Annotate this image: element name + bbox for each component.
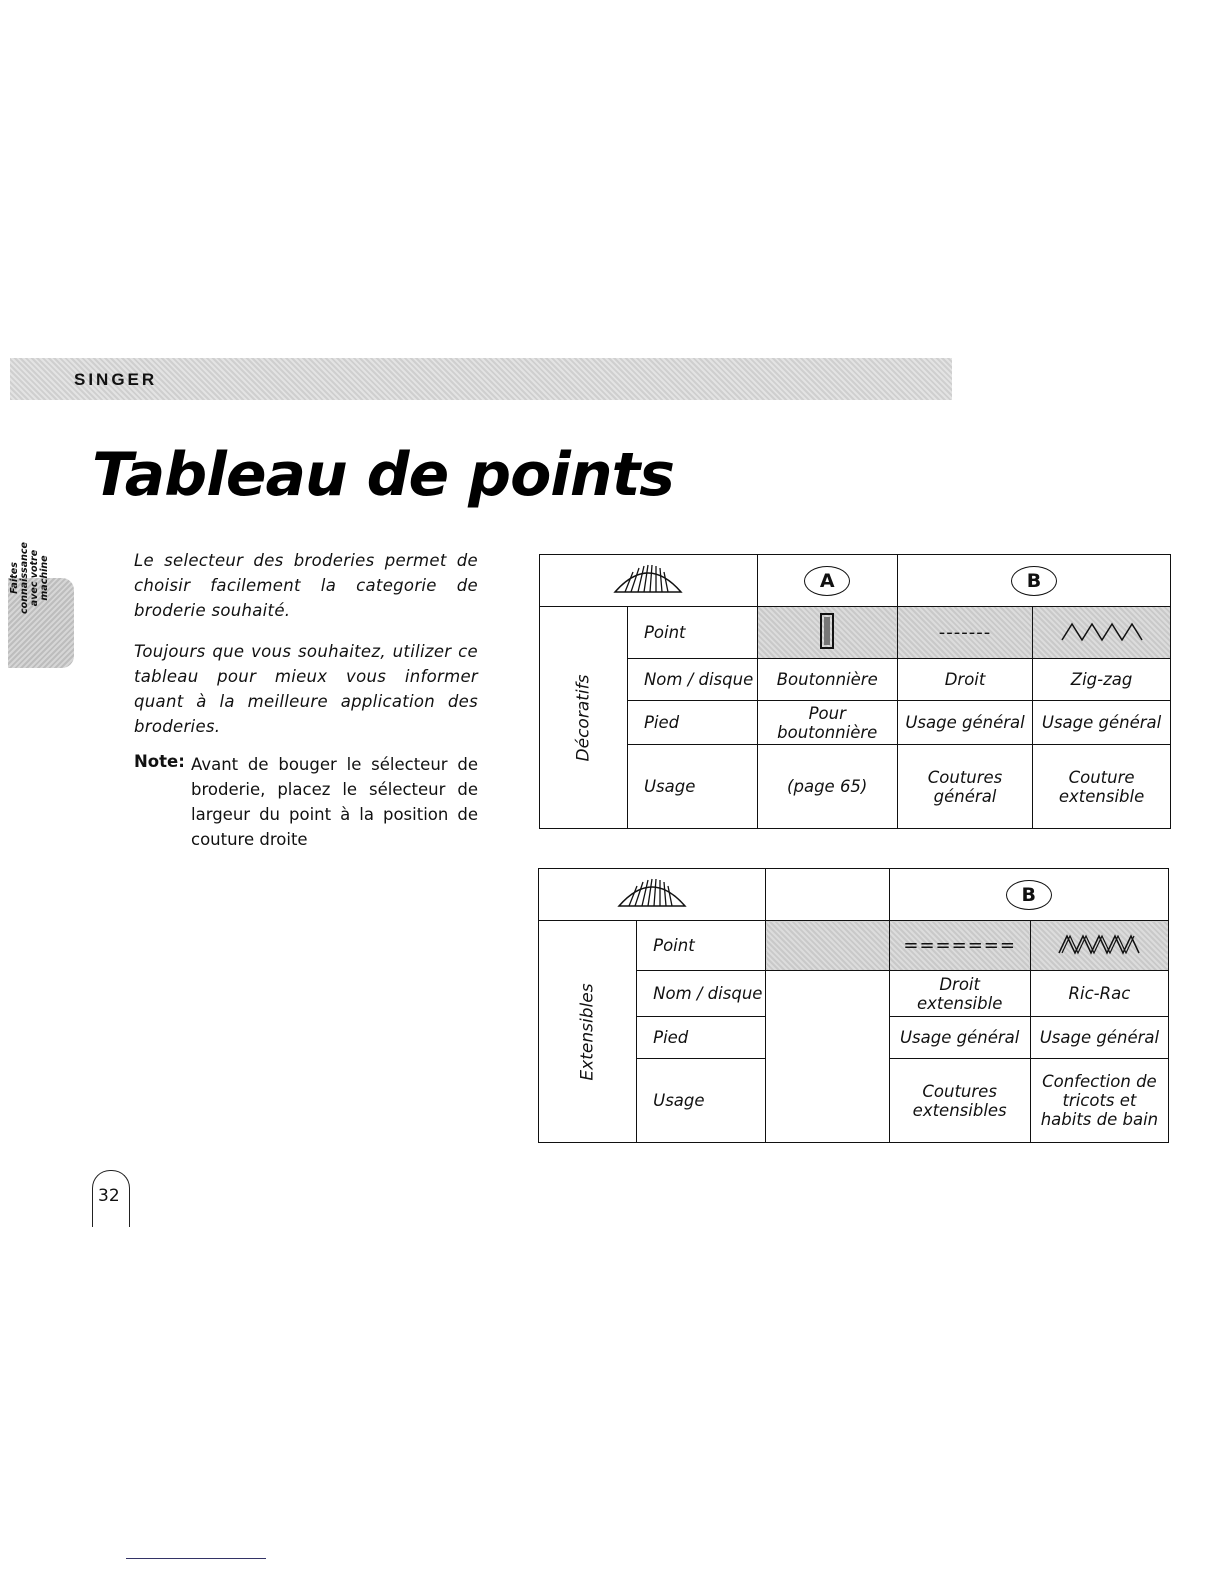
- point-ricrac: [1030, 921, 1168, 971]
- row-label: Usage: [637, 1059, 766, 1143]
- intro-paragraph: Toujours que vous souhaitez, utilizer ce tableau pour mieux vous informer quant à la meilleure application des broderies.: [134, 642, 478, 736]
- straight-stitch-icon: -------: [938, 622, 992, 643]
- cell: [889, 971, 1030, 1017]
- stitch-table-extensibles: [538, 868, 1169, 1143]
- zigzag-stitch-icon: [1060, 620, 1144, 642]
- row-label: Pied: [627, 701, 757, 745]
- row-label: Point: [637, 921, 766, 971]
- cell-line: Droit: [939, 974, 980, 994]
- cell: (page 65): [757, 745, 897, 829]
- cell: Usage général: [1030, 1017, 1168, 1059]
- category-label: Décoratifs: [573, 674, 594, 761]
- embroidery-selector-icon: [615, 876, 689, 910]
- footer-rule: [126, 1558, 266, 1559]
- buttonhole-stitch-icon: [818, 612, 836, 650]
- row-label: Usage: [627, 745, 757, 829]
- cell: [1033, 745, 1171, 829]
- page-number: 32: [98, 1186, 120, 1206]
- point-buttonhole: [757, 607, 897, 659]
- category-cell: [539, 921, 637, 1143]
- cell: Usage général: [1033, 701, 1171, 745]
- tab-line: Faites: [9, 562, 20, 594]
- ricrac-stitch-icon: [1057, 933, 1141, 955]
- cell: [889, 1059, 1030, 1143]
- column-b-header: B: [889, 869, 1169, 921]
- note-label: Note:: [134, 752, 185, 771]
- triple-straight-stitch-icon: =======: [903, 935, 1016, 956]
- row-label: Point: [627, 607, 757, 659]
- cell-line: général: [933, 786, 997, 806]
- cell: Ric-Rac: [1030, 971, 1168, 1017]
- cell-line: extensible: [1058, 786, 1145, 806]
- cell: Boutonnière: [757, 659, 897, 701]
- empty-column-a: [766, 971, 889, 1143]
- category-cell: [540, 607, 628, 829]
- intro-paragraph: Le selecteur des broderies permet de choisir facilement la categorie de broderie souhaité.: [134, 551, 478, 620]
- cell-line: Confection de: [1042, 1072, 1157, 1091]
- brand-logo: SINGER: [74, 370, 158, 389]
- cell-line: Coutures: [927, 767, 1003, 787]
- cell-line: habits de bain: [1040, 1110, 1159, 1129]
- point-zigzag: [1033, 607, 1171, 659]
- tab-line: avec votre: [29, 549, 40, 607]
- cell: [897, 745, 1032, 829]
- embroidery-selector-icon: [611, 562, 685, 596]
- section-tab: [8, 542, 74, 668]
- tab-line: machine: [39, 555, 50, 601]
- row-label: Pied: [637, 1017, 766, 1059]
- point-empty: [766, 921, 889, 971]
- cell-line: extensible: [916, 993, 1003, 1013]
- point-droit: [897, 607, 1032, 659]
- selector-cell: [539, 869, 766, 921]
- selector-cell: [540, 555, 758, 607]
- row-label: Nom / disque: [627, 659, 757, 701]
- cell: Zig-zag: [1033, 659, 1171, 701]
- cell: Usage général: [897, 701, 1032, 745]
- cell: Usage général: [889, 1017, 1030, 1059]
- category-label: Extensibles: [577, 982, 598, 1081]
- column-a-header: A: [757, 555, 897, 607]
- cell: Droit: [897, 659, 1032, 701]
- column-b-header: B: [897, 555, 1170, 607]
- point-droit-extensible: [889, 921, 1030, 971]
- tab-line: connaissance: [19, 542, 30, 614]
- cell: [1030, 1059, 1168, 1143]
- cell-line: Coutures: [922, 1081, 997, 1101]
- cell-line: Couture: [1068, 767, 1135, 787]
- cell: Pour boutonnière: [757, 701, 897, 745]
- row-label: Nom / disque: [637, 971, 766, 1017]
- note-text: Avant de bouger le sélecteur de broderie, placez le sélecteur de largeur du point à la position de couture droite: [191, 755, 478, 849]
- stitch-table-decoratifs: [539, 554, 1171, 829]
- cell-line: tricots et: [1062, 1091, 1137, 1110]
- page-title: Tableau de points: [92, 440, 674, 510]
- column-a-header-empty: [766, 869, 889, 921]
- cell-line: extensibles: [912, 1100, 1007, 1120]
